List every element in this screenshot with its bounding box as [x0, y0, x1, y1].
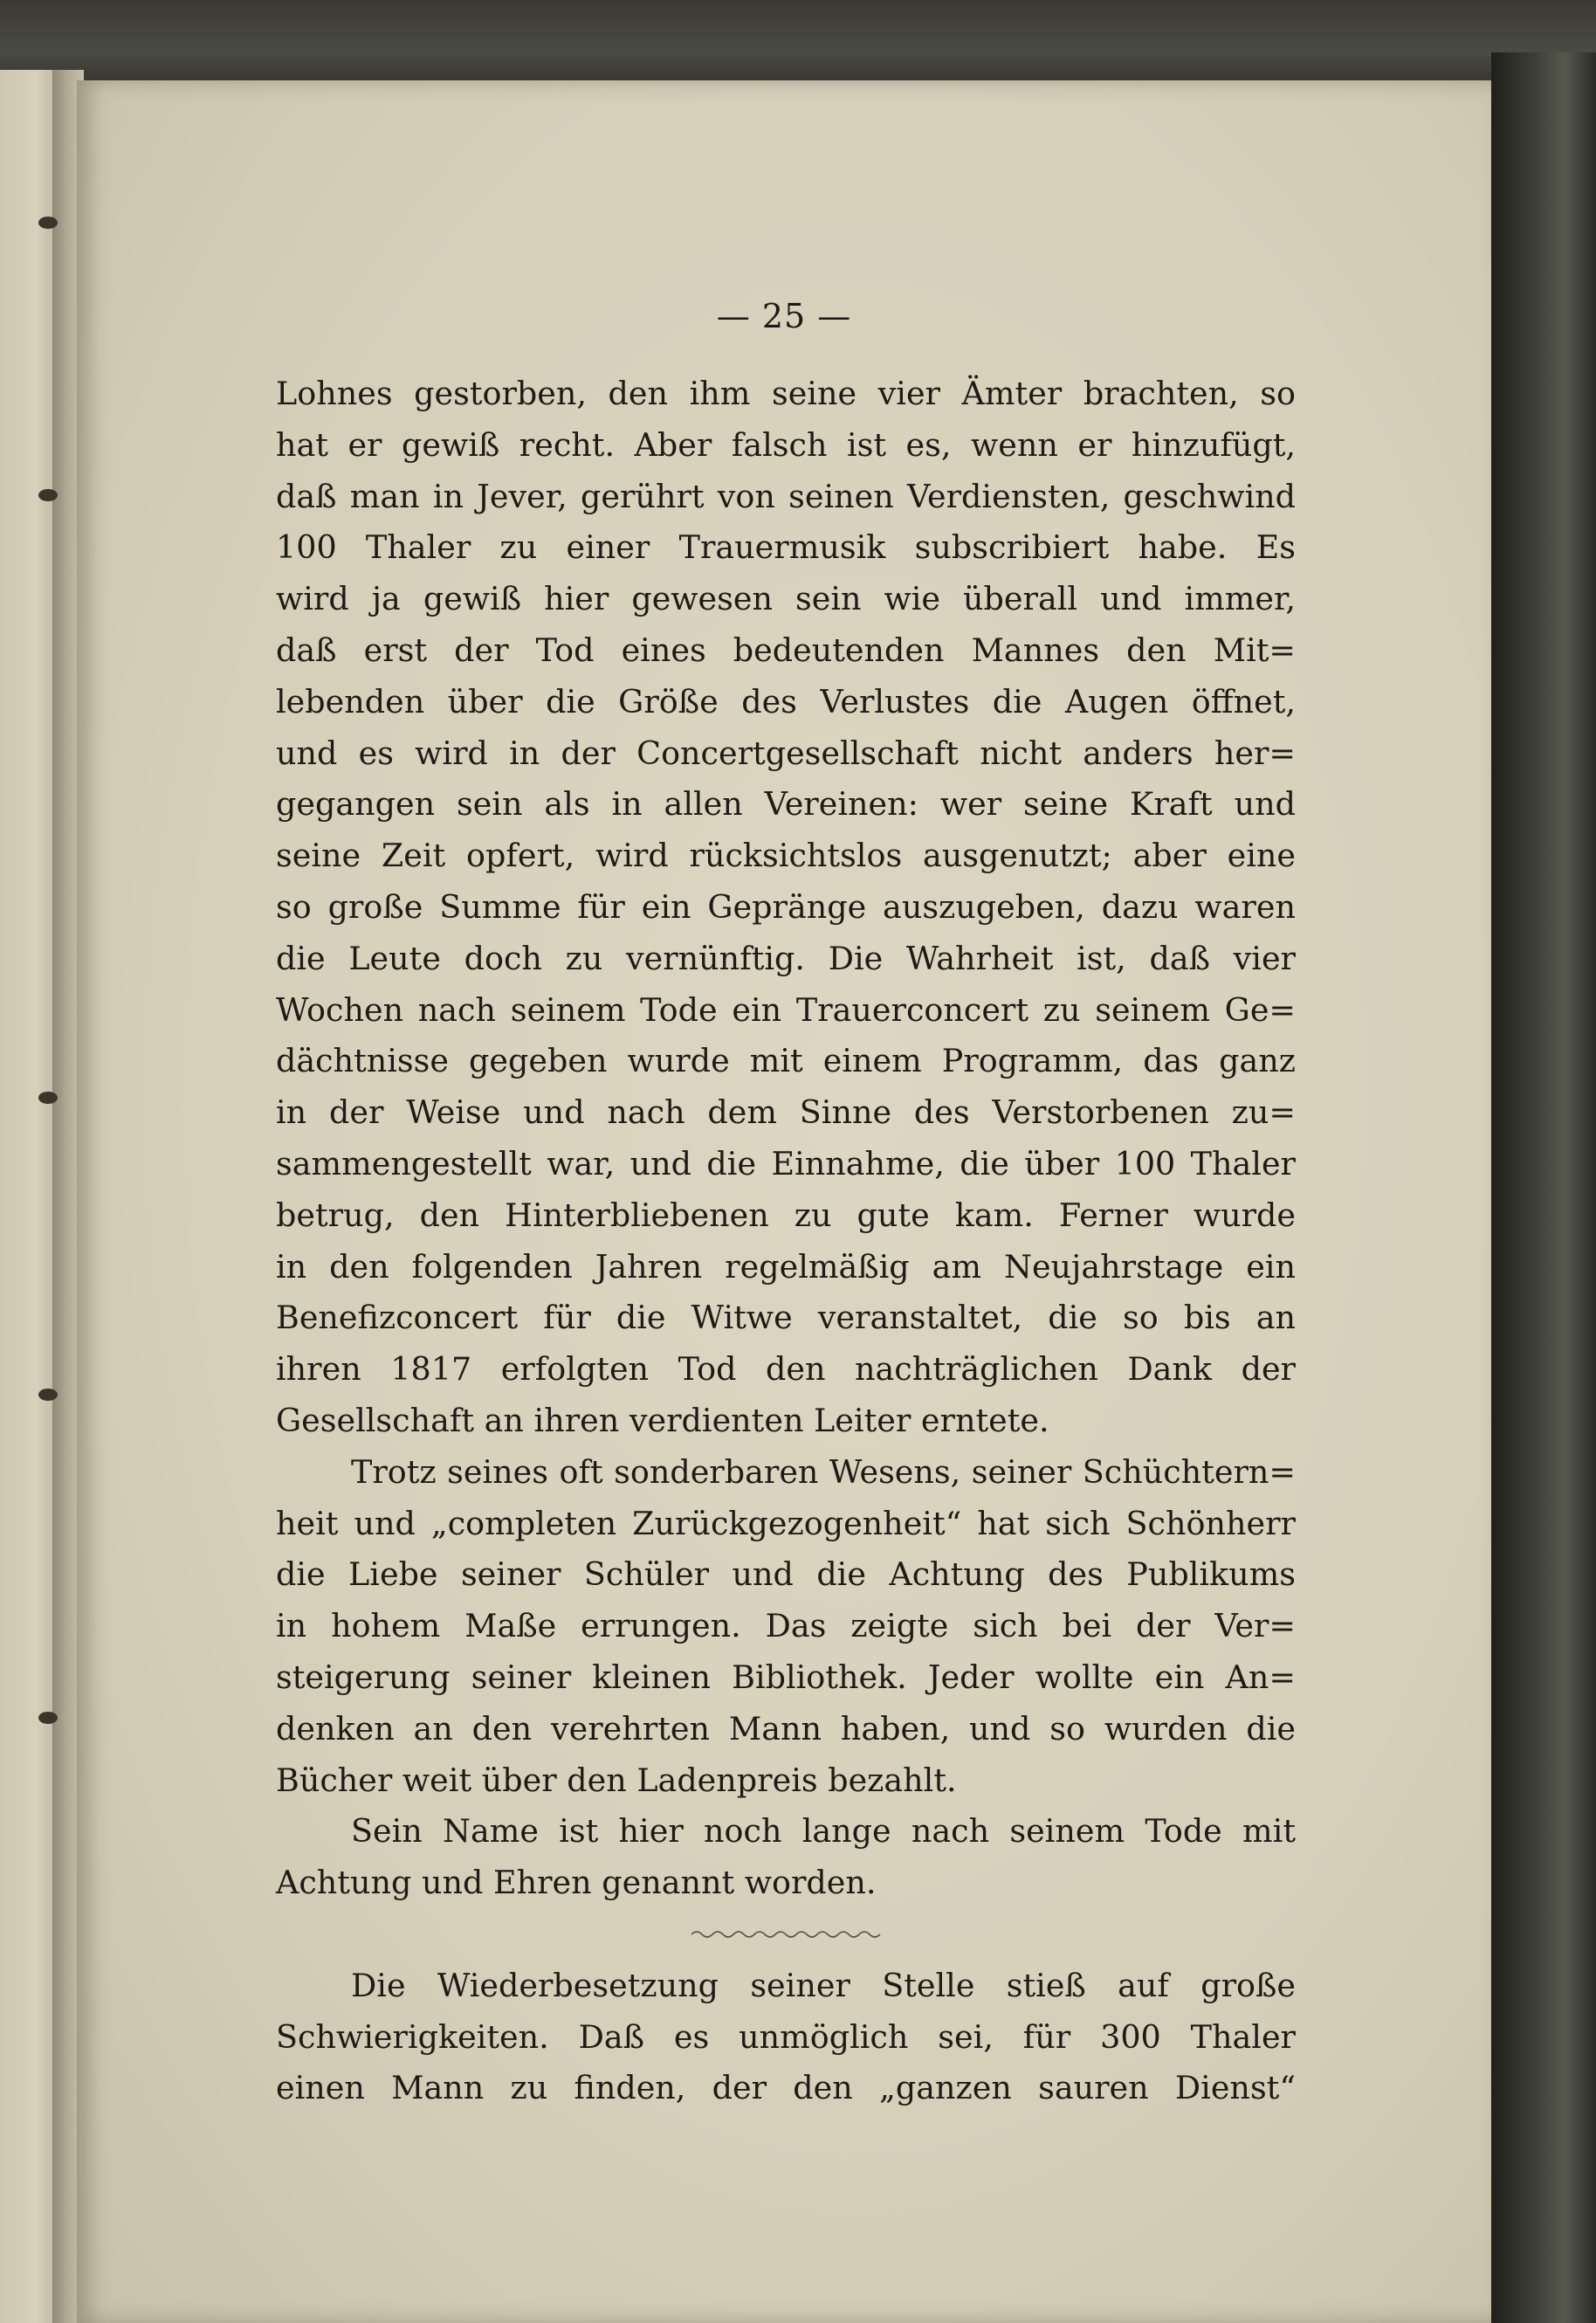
text-line: Wochen nach seinem Tode ein Trauerconcert zu seinem Ge= — [276, 990, 1296, 1029]
text-line: Schwierigkeiten. Daß es unmöglich sei, für 300 Thaler — [276, 2017, 1296, 2056]
text-line: gegangen sein als in allen Vereinen: wer seine Kraft und — [276, 785, 1296, 824]
text-line: 100 Thaler zu einer Trauermusik subscribiert habe. Es — [276, 528, 1296, 567]
text-line: so große Summe für ein Gepränge auszugeben, dazu waren — [276, 887, 1296, 926]
text-line: heit und „completen Zurückgezogenheit“ hat sich Schönherr — [276, 1504, 1296, 1542]
binding-stitch — [38, 489, 58, 501]
recto-page — [77, 80, 1491, 2323]
text-line: ihren 1817 erfolgten Tod den nachträglichen Dank der — [276, 1350, 1296, 1389]
binding-stitch — [38, 1092, 58, 1104]
text-line: die Leute doch zu vernünftig. Die Wahrheit ist, daß vier — [276, 939, 1296, 977]
text-line: seine Zeit opfert, wird rücksichtslos ausgenutzt; aber eine — [276, 837, 1296, 875]
text-line: Achtung und Ehren genannt worden. — [276, 1864, 877, 1902]
text-line: daß man in Jever, gerührt von seinen Verdiensten, geschwind — [276, 477, 1296, 515]
text-line: betrug, den Hinterbliebenen zu gute kam. Ferner wurde — [276, 1196, 1296, 1234]
text-line: und es wird in der Concertgesellschaft nicht anders her= — [276, 734, 1296, 772]
text-line: Sein Name ist hier noch lange nach seinem Tode mit — [351, 1812, 1296, 1851]
text-line: Lohnes gestorben, den ihm seine vier Ämter brachten, so — [276, 375, 1296, 412]
text-line: in der Weise und nach dem Sinne des Verstorbenen zu= — [276, 1093, 1296, 1132]
binding-stitch — [38, 217, 58, 229]
text-line: Gesellschaft an ihren verdienten Leiter erntete. — [276, 1401, 1049, 1439]
text-line: Die Wiederbesetzung seiner Stelle stieß auf große — [351, 1966, 1296, 2004]
text-line: dächtnisse gegeben wurde mit einem Programm, das ganz — [276, 1042, 1296, 1080]
binding-stitch — [38, 1389, 58, 1401]
text-line: in hohem Maße errungen. Das zeigte sich bei der Ver= — [276, 1607, 1296, 1645]
text-line: wird ja gewiß hier gewesen sein wie überall und immer, — [276, 580, 1296, 618]
text-line: hat er gewiß recht. Aber falsch ist es, wenn er hinzufügt, — [276, 425, 1296, 464]
body-text — [276, 369, 1296, 2114]
text-line: Trotz seines oft sonderbaren Wesens, seiner Schüchtern= — [351, 1452, 1296, 1491]
text-line: Bücher weit über den Ladenpreis bezahlt. — [276, 1761, 957, 1799]
text-line: daß erst der Tod eines bedeutenden Mannes den Mit= — [276, 631, 1296, 669]
page-number: — 25 — — [716, 297, 852, 335]
wavy-rule-icon — [690, 1928, 882, 1940]
binding-stitch — [38, 1712, 58, 1724]
text-line: lebenden über die Größe des Verlustes die Augen öffnet, — [276, 682, 1296, 720]
section-divider — [276, 1909, 1296, 1961]
book-cover-edge — [1491, 52, 1596, 2323]
text-line: sammengestellt war, und die Einnahme, die über 100 Thaler — [276, 1144, 1296, 1182]
text-line: die Liebe seiner Schüler und die Achtung des Publikums — [276, 1555, 1296, 1594]
text-line: denken an den verehrten Mann haben, und so wurden die — [276, 1709, 1296, 1747]
text-line: Benefizconcert für die Witwe veranstaltet, die so bis an — [276, 1299, 1296, 1337]
text-line: steigerung seiner kleinen Bibliothek. Jeder wollte ein An= — [276, 1658, 1296, 1696]
text-line: einen Mann zu finden, der den „ganzen sauren Dienst“ — [276, 2069, 1296, 2107]
text-line: in den folgenden Jahren regelmäßig am Neujahrstage ein — [276, 1247, 1296, 1286]
